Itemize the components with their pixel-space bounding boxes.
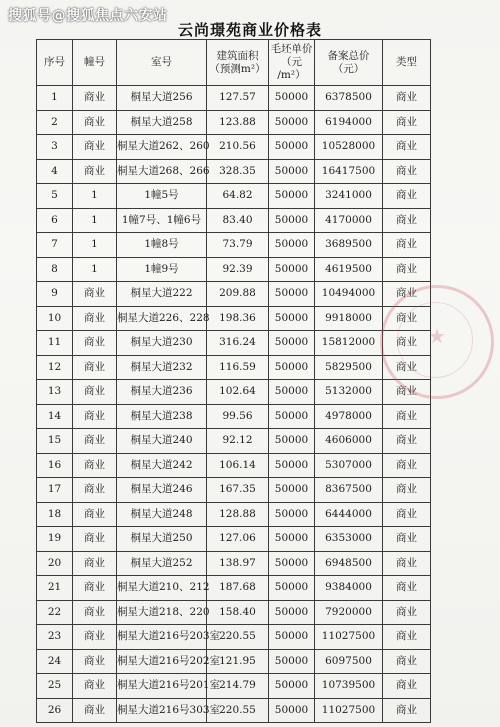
table-body bbox=[37, 86, 431, 723]
cell-type: 商业 bbox=[383, 649, 431, 674]
cell-type: 商业 bbox=[383, 625, 431, 650]
cell-total-price: 4170000 bbox=[315, 208, 383, 233]
cell-index: 21 bbox=[37, 576, 73, 601]
cell-building: 商业 bbox=[73, 282, 117, 307]
cell-unit-price: 50000 bbox=[269, 502, 315, 527]
cell-total-price: 6378500 bbox=[315, 86, 383, 111]
cell-building: 商业 bbox=[73, 502, 117, 527]
cell-room: 桐星大道262、260 bbox=[117, 135, 207, 160]
cell-building: 商业 bbox=[73, 306, 117, 331]
table-row bbox=[37, 551, 431, 576]
cell-area: 220.55 bbox=[207, 698, 269, 723]
cell-type: 商业 bbox=[383, 551, 431, 576]
cell-area: 128.88 bbox=[207, 502, 269, 527]
cell-unit-price: 50000 bbox=[269, 600, 315, 625]
cell-total-price: 4978000 bbox=[315, 404, 383, 429]
header-type: 类型 bbox=[383, 40, 431, 86]
cell-type: 商业 bbox=[383, 110, 431, 135]
document-title: 云尚璟苑商业价格表 bbox=[177, 21, 322, 39]
cell-total-price: 6353000 bbox=[315, 527, 383, 552]
cell-area: 121.95 bbox=[207, 649, 269, 674]
cell-area: 83.40 bbox=[207, 208, 269, 233]
cell-area: 158.40 bbox=[207, 600, 269, 625]
table-row bbox=[37, 649, 431, 674]
cell-type: 商业 bbox=[383, 429, 431, 454]
cell-type: 商业 bbox=[383, 527, 431, 552]
cell-area: 123.88 bbox=[207, 110, 269, 135]
table-row bbox=[37, 600, 431, 625]
cell-type: 商业 bbox=[383, 282, 431, 307]
cell-type: 商业 bbox=[383, 502, 431, 527]
cell-building: 商业 bbox=[73, 649, 117, 674]
cell-room: 桐星大道210、212 bbox=[117, 576, 207, 601]
cell-index: 9 bbox=[37, 282, 73, 307]
table-header-row bbox=[37, 40, 431, 86]
cell-unit-price: 50000 bbox=[269, 698, 315, 723]
cell-total-price: 6444000 bbox=[315, 502, 383, 527]
cell-area: 138.97 bbox=[207, 551, 269, 576]
cell-unit-price: 50000 bbox=[269, 331, 315, 356]
cell-unit-price: 50000 bbox=[269, 429, 315, 454]
cell-index: 19 bbox=[37, 527, 73, 552]
cell-building: 商业 bbox=[73, 355, 117, 380]
cell-building: 商业 bbox=[73, 110, 117, 135]
price-table bbox=[36, 39, 431, 723]
cell-room: 桐星大道218、220 bbox=[117, 600, 207, 625]
cell-room: 桐星大道216号202室 bbox=[117, 649, 207, 674]
cell-type: 商业 bbox=[383, 674, 431, 699]
cell-index: 1 bbox=[37, 86, 73, 111]
cell-room: 1幢7号、1幢6号 bbox=[117, 208, 207, 233]
cell-index: 12 bbox=[37, 355, 73, 380]
cell-index: 13 bbox=[37, 380, 73, 405]
cell-type: 商业 bbox=[383, 698, 431, 723]
cell-room: 桐星大道232 bbox=[117, 355, 207, 380]
cell-total-price: 9918000 bbox=[315, 306, 383, 331]
cell-index: 3 bbox=[37, 135, 73, 160]
header-building: 幢号 bbox=[73, 40, 117, 86]
cell-total-price: 10739500 bbox=[315, 674, 383, 699]
cell-type: 商业 bbox=[383, 576, 431, 601]
cell-total-price: 3689500 bbox=[315, 233, 383, 258]
table-row bbox=[37, 404, 431, 429]
cell-area: 102.64 bbox=[207, 380, 269, 405]
cell-index: 11 bbox=[37, 331, 73, 356]
cell-room: 桐星大道246 bbox=[117, 478, 207, 503]
cell-room: 桐星大道238 bbox=[117, 404, 207, 429]
cell-index: 24 bbox=[37, 649, 73, 674]
table-row bbox=[37, 184, 431, 209]
cell-index: 16 bbox=[37, 453, 73, 478]
cell-unit-price: 50000 bbox=[269, 404, 315, 429]
cell-total-price: 4606000 bbox=[315, 429, 383, 454]
cell-area: 64.82 bbox=[207, 184, 269, 209]
cell-index: 23 bbox=[37, 625, 73, 650]
cell-index: 26 bbox=[37, 698, 73, 723]
cell-unit-price: 50000 bbox=[269, 233, 315, 258]
cell-total-price: 5829500 bbox=[315, 355, 383, 380]
cell-area: 127.57 bbox=[207, 86, 269, 111]
cell-area: 210.56 bbox=[207, 135, 269, 160]
cell-building: 商业 bbox=[73, 380, 117, 405]
cell-unit-price: 50000 bbox=[269, 625, 315, 650]
header-unit-price: 毛坯单价 （元 /m²） bbox=[269, 40, 315, 86]
cell-index: 22 bbox=[37, 600, 73, 625]
header-total-price: 备案总价 （元） bbox=[315, 40, 383, 86]
cell-building: 商业 bbox=[73, 576, 117, 601]
cell-room: 桐星大道216号303室 bbox=[117, 698, 207, 723]
cell-type: 商业 bbox=[383, 478, 431, 503]
cell-room: 桐星大道216号201室 bbox=[117, 674, 207, 699]
cell-area: 73.79 bbox=[207, 233, 269, 258]
cell-room: 桐星大道240 bbox=[117, 429, 207, 454]
cell-area: 220.55 bbox=[207, 625, 269, 650]
table-row bbox=[37, 306, 431, 331]
table-row bbox=[37, 355, 431, 380]
seal-star-icon: ★ bbox=[428, 324, 446, 348]
cell-total-price: 4619500 bbox=[315, 257, 383, 282]
cell-room: 桐星大道248 bbox=[117, 502, 207, 527]
cell-type: 商业 bbox=[383, 380, 431, 405]
cell-area: 328.35 bbox=[207, 159, 269, 184]
cell-building: 1 bbox=[73, 184, 117, 209]
cell-building: 商业 bbox=[73, 404, 117, 429]
watermark-text: 搜狐号@搜狐焦点六安站 bbox=[8, 8, 168, 24]
cell-total-price: 6097500 bbox=[315, 649, 383, 674]
cell-area: 116.59 bbox=[207, 355, 269, 380]
cell-building: 1 bbox=[73, 233, 117, 258]
cell-unit-price: 50000 bbox=[269, 674, 315, 699]
cell-type: 商业 bbox=[383, 135, 431, 160]
cell-index: 2 bbox=[37, 110, 73, 135]
cell-unit-price: 50000 bbox=[269, 135, 315, 160]
cell-room: 桐星大道236 bbox=[117, 380, 207, 405]
header-area: 建筑面积 （预测m²） bbox=[207, 40, 269, 86]
cell-area: 209.88 bbox=[207, 282, 269, 307]
cell-index: 4 bbox=[37, 159, 73, 184]
cell-type: 商业 bbox=[383, 233, 431, 258]
cell-index: 18 bbox=[37, 502, 73, 527]
table-row bbox=[37, 233, 431, 258]
cell-unit-price: 50000 bbox=[269, 110, 315, 135]
cell-total-price: 5132000 bbox=[315, 380, 383, 405]
cell-building: 1 bbox=[73, 257, 117, 282]
cell-type: 商业 bbox=[383, 453, 431, 478]
cell-building: 商业 bbox=[73, 331, 117, 356]
cell-type: 商业 bbox=[383, 257, 431, 282]
cell-total-price: 15812000 bbox=[315, 331, 383, 356]
table-row bbox=[37, 698, 431, 723]
cell-area: 187.68 bbox=[207, 576, 269, 601]
table-row bbox=[37, 429, 431, 454]
cell-building: 商业 bbox=[73, 453, 117, 478]
cell-area: 92.12 bbox=[207, 429, 269, 454]
cell-index: 10 bbox=[37, 306, 73, 331]
table-row bbox=[37, 674, 431, 699]
header-room: 室号 bbox=[117, 40, 207, 86]
table-row bbox=[37, 576, 431, 601]
cell-room: 1幢9号 bbox=[117, 257, 207, 282]
cell-unit-price: 50000 bbox=[269, 551, 315, 576]
cell-total-price: 11027500 bbox=[315, 625, 383, 650]
cell-total-price: 16417500 bbox=[315, 159, 383, 184]
cell-index: 17 bbox=[37, 478, 73, 503]
cell-room: 桐星大道256 bbox=[117, 86, 207, 111]
cell-unit-price: 50000 bbox=[269, 86, 315, 111]
table-row bbox=[37, 110, 431, 135]
cell-total-price: 7920000 bbox=[315, 600, 383, 625]
cell-room: 桐星大道216号203室 bbox=[117, 625, 207, 650]
table-row bbox=[37, 282, 431, 307]
cell-total-price: 10528000 bbox=[315, 135, 383, 160]
cell-area: 167.35 bbox=[207, 478, 269, 503]
cell-room: 桐星大道242 bbox=[117, 453, 207, 478]
cell-unit-price: 50000 bbox=[269, 380, 315, 405]
cell-index: 8 bbox=[37, 257, 73, 282]
cell-area: 316.24 bbox=[207, 331, 269, 356]
table-row bbox=[37, 159, 431, 184]
cell-type: 商业 bbox=[383, 306, 431, 331]
table-row bbox=[37, 257, 431, 282]
cell-unit-price: 50000 bbox=[269, 649, 315, 674]
table-row bbox=[37, 625, 431, 650]
cell-total-price: 10494000 bbox=[315, 282, 383, 307]
cell-unit-price: 50000 bbox=[269, 159, 315, 184]
cell-area: 92.39 bbox=[207, 257, 269, 282]
cell-building: 商业 bbox=[73, 527, 117, 552]
cell-type: 商业 bbox=[383, 159, 431, 184]
cell-type: 商业 bbox=[383, 184, 431, 209]
table-row bbox=[37, 380, 431, 405]
cell-unit-price: 50000 bbox=[269, 527, 315, 552]
cell-unit-price: 50000 bbox=[269, 355, 315, 380]
cell-area: 214.79 bbox=[207, 674, 269, 699]
cell-room: 桐星大道230 bbox=[117, 331, 207, 356]
cell-room: 1幢5号 bbox=[117, 184, 207, 209]
cell-total-price: 11027500 bbox=[315, 698, 383, 723]
table-row bbox=[37, 527, 431, 552]
cell-area: 106.14 bbox=[207, 453, 269, 478]
header-index: 序号 bbox=[37, 40, 73, 86]
cell-total-price: 6948500 bbox=[315, 551, 383, 576]
cell-unit-price: 50000 bbox=[269, 282, 315, 307]
cell-index: 6 bbox=[37, 208, 73, 233]
cell-building: 1 bbox=[73, 208, 117, 233]
cell-area: 198.36 bbox=[207, 306, 269, 331]
cell-type: 商业 bbox=[383, 331, 431, 356]
cell-room: 桐星大道258 bbox=[117, 110, 207, 135]
cell-index: 15 bbox=[37, 429, 73, 454]
cell-building: 商业 bbox=[73, 600, 117, 625]
cell-building: 商业 bbox=[73, 135, 117, 160]
cell-index: 20 bbox=[37, 551, 73, 576]
table-row bbox=[37, 135, 431, 160]
cell-building: 商业 bbox=[73, 429, 117, 454]
cell-area: 127.06 bbox=[207, 527, 269, 552]
cell-unit-price: 50000 bbox=[269, 478, 315, 503]
cell-total-price: 3241000 bbox=[315, 184, 383, 209]
cell-total-price: 8367500 bbox=[315, 478, 383, 503]
cell-index: 25 bbox=[37, 674, 73, 699]
cell-unit-price: 50000 bbox=[269, 208, 315, 233]
cell-type: 商业 bbox=[383, 86, 431, 111]
table-row bbox=[37, 331, 431, 356]
table-row bbox=[37, 86, 431, 111]
table-row bbox=[37, 478, 431, 503]
cell-building: 商业 bbox=[73, 478, 117, 503]
cell-unit-price: 50000 bbox=[269, 576, 315, 601]
cell-total-price: 5307000 bbox=[315, 453, 383, 478]
cell-room: 桐星大道222 bbox=[117, 282, 207, 307]
cell-unit-price: 50000 bbox=[269, 184, 315, 209]
cell-total-price: 6194000 bbox=[315, 110, 383, 135]
cell-room: 桐星大道250 bbox=[117, 527, 207, 552]
cell-room: 1幢8号 bbox=[117, 233, 207, 258]
cell-type: 商业 bbox=[383, 355, 431, 380]
cell-type: 商业 bbox=[383, 404, 431, 429]
cell-type: 商业 bbox=[383, 600, 431, 625]
cell-total-price: 9384000 bbox=[315, 576, 383, 601]
cell-building: 商业 bbox=[73, 86, 117, 111]
cell-unit-price: 50000 bbox=[269, 257, 315, 282]
cell-index: 14 bbox=[37, 404, 73, 429]
cell-room: 桐星大道252 bbox=[117, 551, 207, 576]
cell-index: 5 bbox=[37, 184, 73, 209]
cell-area: 99.56 bbox=[207, 404, 269, 429]
cell-index: 7 bbox=[37, 233, 73, 258]
table-row bbox=[37, 502, 431, 527]
table-row bbox=[37, 453, 431, 478]
table-row bbox=[37, 208, 431, 233]
cell-building: 商业 bbox=[73, 674, 117, 699]
cell-room: 桐星大道226、228 bbox=[117, 306, 207, 331]
cell-type: 商业 bbox=[383, 208, 431, 233]
cell-building: 商业 bbox=[73, 159, 117, 184]
cell-building: 商业 bbox=[73, 551, 117, 576]
cell-unit-price: 50000 bbox=[269, 306, 315, 331]
cell-room: 桐星大道268、266 bbox=[117, 159, 207, 184]
cell-building: 商业 bbox=[73, 698, 117, 723]
cell-building: 商业 bbox=[73, 625, 117, 650]
cell-unit-price: 50000 bbox=[269, 453, 315, 478]
